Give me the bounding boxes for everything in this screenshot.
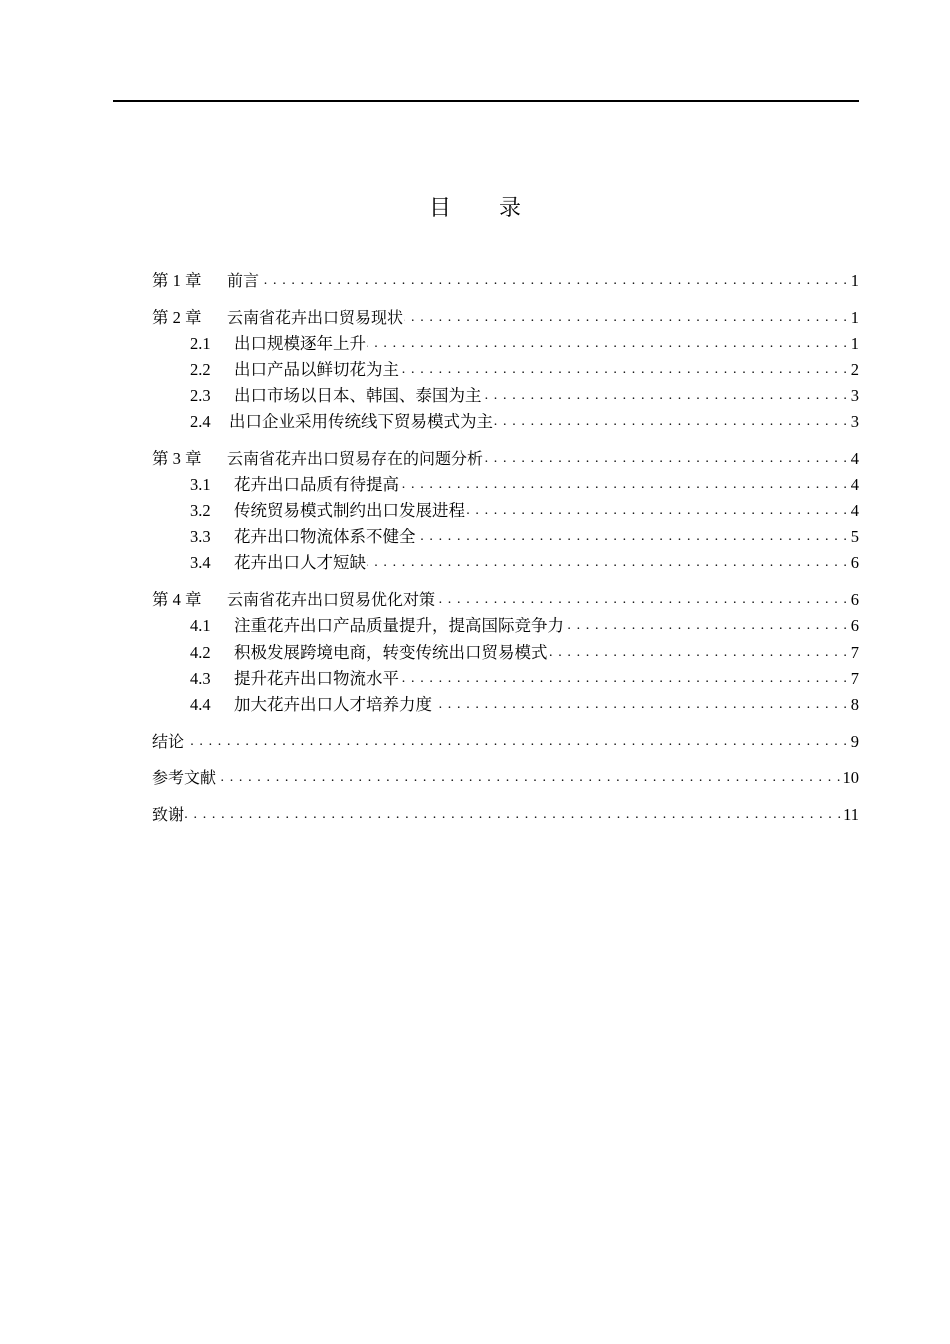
toc-leader-dots — [367, 552, 848, 574]
toc-page-number: 7 — [850, 669, 859, 688]
toc-entry-section-3-2[interactable] — [152, 498, 859, 522]
toc-entry-title: 提升花卉出口物流水平 — [234, 669, 399, 688]
toc-title: 目录 — [428, 196, 569, 221]
toc-entry-number: 2.3 — [190, 386, 211, 405]
toc-entry-section-2-4[interactable] — [152, 409, 859, 433]
toc-leader-dots — [549, 642, 849, 664]
toc-page-number: 4 — [850, 501, 859, 520]
toc-entry-number: 2.4 — [190, 412, 211, 431]
toc-page-number: 1 — [850, 334, 859, 353]
toc-entry-title: 传统贸易模式制约出口发展进程 — [234, 501, 465, 520]
toc-leader-dots — [433, 694, 848, 716]
toc-leader-dots — [185, 804, 842, 826]
toc-entry-number: 4.4 — [190, 695, 211, 714]
header-rule — [113, 100, 859, 102]
toc-entry-number: 3.2 — [190, 501, 211, 520]
toc-entry-chapter-3[interactable] — [152, 446, 859, 470]
toc-leader-dots — [483, 385, 849, 407]
toc-entry-title: 云南省花卉出口贸易优化对策 — [227, 590, 436, 609]
toc-entry-section-4-1[interactable] — [152, 613, 859, 637]
toc-entry-number: 3.1 — [190, 475, 211, 494]
toc-entry-number: 4.1 — [190, 616, 211, 635]
toc-leader-dots — [404, 307, 848, 329]
toc-entry-title: 积极发展跨境电商，转变传统出口贸易模式 — [234, 643, 548, 662]
toc-entry-title: 结论 — [152, 732, 185, 751]
toc-page-number: 4 — [850, 475, 859, 494]
toc-entry-number: 4.2 — [190, 643, 211, 662]
toc-entry-chapter-1[interactable] — [152, 268, 859, 292]
toc-entry-number: 4.3 — [190, 669, 211, 688]
toc-entry-section-3-1[interactable] — [152, 472, 859, 496]
toc-page-number: 6 — [850, 590, 859, 609]
toc-entry-number: 2.2 — [190, 360, 211, 379]
toc-page-number: 5 — [850, 527, 859, 546]
toc-entry-conclusion[interactable] — [152, 729, 859, 753]
toc-entry-title: 花卉出口品质有待提高 — [234, 475, 399, 494]
toc-entry-chapter-2[interactable] — [152, 305, 859, 329]
toc-entry-section-2-3[interactable] — [152, 383, 859, 407]
toc-entry-number: 第 4 章 — [152, 590, 202, 609]
toc-page-number: 1 — [850, 271, 859, 290]
toc-page-number: 6 — [850, 553, 859, 572]
toc-entry-references[interactable] — [152, 765, 859, 789]
toc-entry-title: 加大花卉出口人才培养力度 — [234, 695, 432, 714]
toc-entry-section-2-2[interactable] — [152, 357, 859, 381]
toc-page-number: 10 — [842, 768, 859, 787]
toc-leader-dots — [400, 474, 848, 496]
toc-leader-dots — [436, 589, 848, 611]
toc-entry-title: 前言 — [227, 271, 260, 290]
toc-entry-acknowledgements[interactable] — [152, 802, 859, 826]
toc-page-number: 2 — [850, 360, 859, 379]
toc-leader-dots — [484, 448, 848, 470]
toc-entry-title: 云南省花卉出口贸易现状 — [227, 308, 404, 327]
toc-entry-title: 出口企业采用传统线下贸易模式为主 — [229, 412, 493, 431]
toc-leader-dots — [494, 411, 848, 433]
toc-entry-number: 第 1 章 — [152, 271, 202, 290]
toc-page-number: 1 — [850, 308, 859, 327]
toc-entry-title: 参考文献 — [152, 768, 217, 787]
toc-page-number: 11 — [843, 805, 859, 824]
toc-leader-dots — [185, 731, 848, 753]
toc-leader-dots — [367, 333, 848, 355]
toc-page-number: 9 — [850, 732, 859, 751]
toc-entry-title: 花卉出口物流体系不健全 — [234, 527, 416, 546]
toc-page-number: 8 — [850, 695, 859, 714]
toc-entry-title: 出口市场以日本、韩国、泰国为主 — [234, 386, 482, 405]
toc-page-number: 3 — [850, 386, 859, 405]
toc-leader-dots — [466, 500, 848, 522]
toc-page-number: 3 — [850, 412, 859, 431]
toc-entry-section-4-3[interactable] — [152, 666, 859, 690]
toc-entry-number: 第 3 章 — [152, 449, 202, 468]
toc-entry-number: 3.3 — [190, 527, 211, 546]
toc-entry-title: 云南省花卉出口贸易存在的问题分析 — [227, 449, 484, 468]
toc-leader-dots — [400, 668, 848, 690]
toc-entry-title: 出口规模逐年上升 — [234, 334, 366, 353]
toc-leader-dots — [417, 526, 849, 548]
toc-entry-number: 2.1 — [190, 334, 211, 353]
toc-entry-section-4-4[interactable] — [152, 692, 859, 716]
toc-entry-title: 注重花卉出口产品质量提升，提高国际竞争力 — [234, 616, 564, 635]
toc-page-number: 4 — [850, 449, 859, 468]
toc-entry-number: 3.4 — [190, 553, 211, 572]
toc-entry-section-3-4[interactable] — [152, 550, 859, 574]
toc-page-number: 7 — [850, 643, 859, 662]
toc-entry-number: 第 2 章 — [152, 308, 202, 327]
toc-leader-dots — [565, 615, 848, 637]
toc-entry-title: 出口产品以鲜切花为主 — [234, 360, 399, 379]
toc-entry-title: 花卉出口人才短缺 — [234, 553, 366, 572]
toc-entry-chapter-4[interactable] — [152, 587, 859, 611]
toc-entry-title: 致谢 — [152, 805, 185, 824]
toc-entry-section-4-2[interactable] — [152, 640, 859, 664]
toc-leader-dots — [260, 270, 848, 292]
toc-page-number: 6 — [850, 616, 859, 635]
toc-leader-dots — [400, 359, 848, 381]
toc-entry-section-2-1[interactable] — [152, 331, 859, 355]
toc-entry-section-3-3[interactable] — [152, 524, 859, 548]
toc-leader-dots — [217, 767, 841, 789]
